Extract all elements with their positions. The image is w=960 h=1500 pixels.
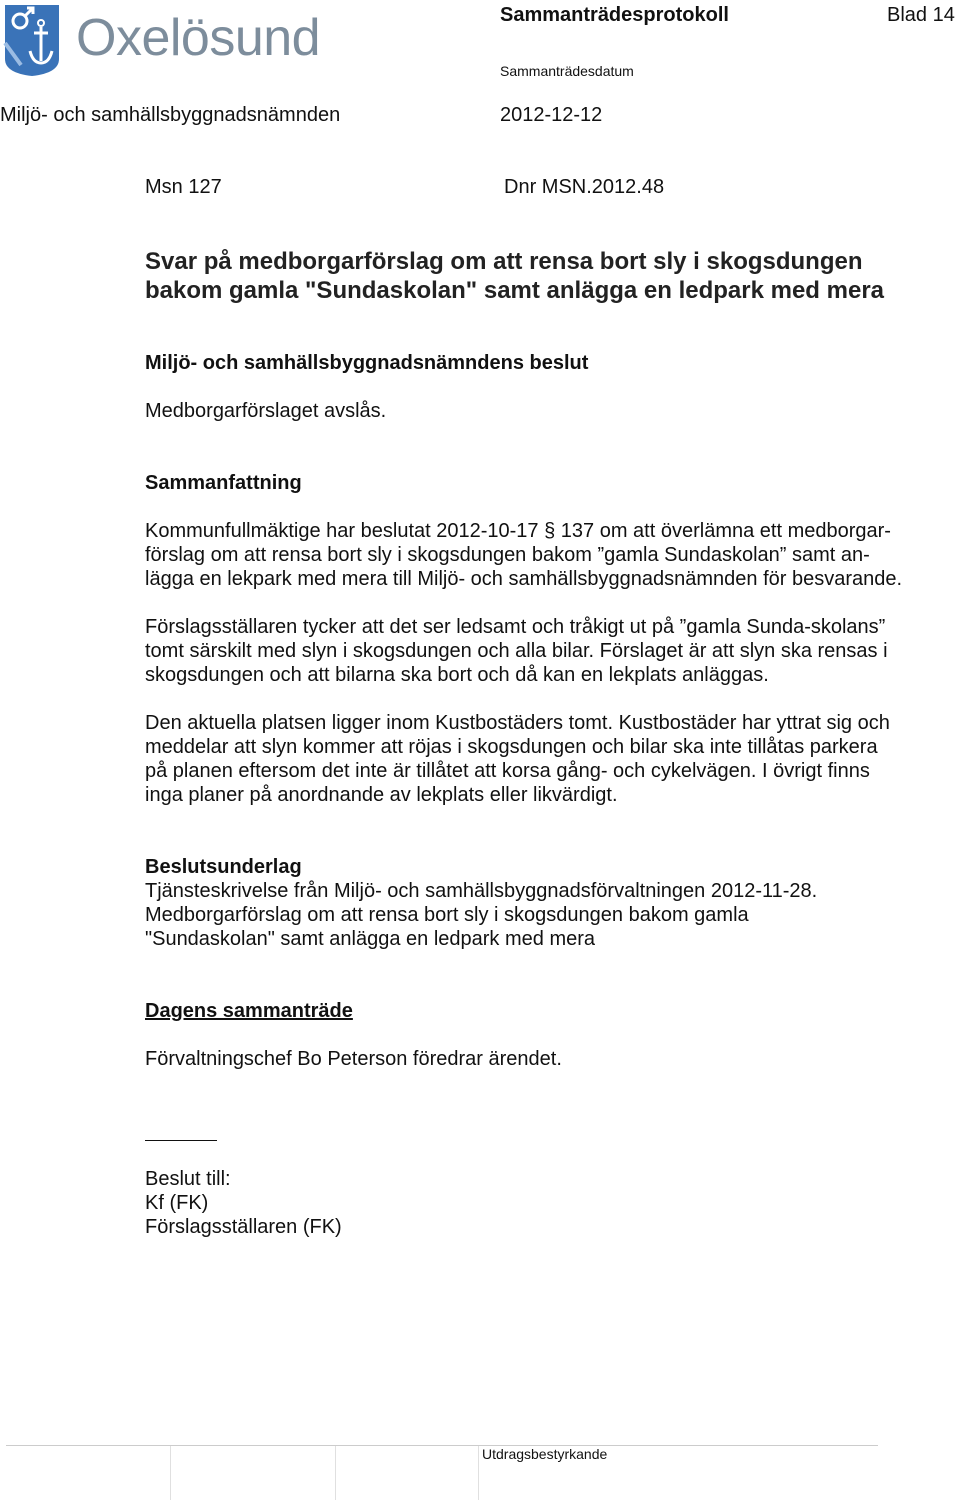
case-reference: Dnr MSN.2012.48	[504, 176, 665, 198]
page-label: Blad 14	[887, 4, 955, 26]
summary-p3-line-4: inga planer på anordnande av lekplats eller likvärdigt.	[145, 784, 618, 806]
case-number: Msn 127	[145, 176, 222, 198]
meeting-text: Förvaltningschef Bo Peterson föredrar ärendet.	[145, 1048, 562, 1070]
decision-heading: Miljö- och samhällsbyggnadsnämndens beslut	[145, 352, 589, 374]
decision-text: Medborgarförslaget avslås.	[145, 400, 387, 422]
basis-line-3: "Sundaskolan" samt anlägga en ledpark med mera	[145, 928, 596, 950]
summary-p1-line-1: Kommunfullmäktige har beslutat 2012-10-17 § 137 om att överlämna ett medborgar-	[145, 520, 891, 542]
distribution-line-1: Beslut till:	[145, 1168, 231, 1190]
summary-p3-line-1: Den aktuella platsen ligger inom Kustbostäders tomt. Kustbostäder har yttrat sig och	[145, 712, 890, 734]
basis-line-2: Medborgarförslag om att rensa bort sly i skogsdungen bakom gamla	[145, 904, 749, 926]
municipality-crest-icon	[3, 3, 61, 77]
logo-wordmark: Oxelösund	[76, 9, 321, 67]
footer-divider	[170, 1446, 171, 1500]
summary-p2-line-3: skogsdungen och att bilarna ska bort och då kan en lekplats anläggas.	[145, 664, 769, 686]
committee-name: Miljö- och samhällsbyggnadsnämnden	[0, 104, 341, 126]
meeting-heading: Dagens sammanträde	[145, 1000, 353, 1022]
page-title-line-2: bakom gamla "Sundaskolan" samt anlägga en ledpark med mera	[145, 277, 885, 304]
summary-p1-line-3: lägga en lekpark med mera till Miljö- och samhällsbyggnadsnämnden för besvarande.	[145, 568, 903, 590]
separator-rule	[145, 1140, 217, 1141]
meeting-date: 2012-12-12	[500, 104, 603, 126]
summary-p2-line-2: tomt särskilt med slyn i skogsdungen och alla bilar. Förslaget är att slyn ska rensas i	[145, 640, 888, 662]
summary-p2-line-1: Förslagsställaren tycker att det ser ledsamt och tråkigt ut på ”gamla Sunda-skolans”	[145, 616, 886, 638]
summary-p3-line-2: meddelar att slyn kommer att röjas i skogsdungen och bilar ska inte tillåtas parkera	[145, 736, 878, 758]
summary-p3-line-3: på planen eftersom det inte är tillåtet att korsa gång- och cykelvägen. I övrigt finns	[145, 760, 870, 782]
summary-p1-line-2: förslag om att rensa bort sly i skogsdungen bakom ”gamla Sundaskolan” samt an-	[145, 544, 870, 566]
footer-attestation-label: Utdragsbestyrkande	[482, 1446, 608, 1462]
footer-divider	[478, 1446, 479, 1500]
distribution-line-2: Kf (FK)	[145, 1192, 209, 1214]
page-title-line-1: Svar på medborgarförslag om att rensa bort sly i skogsdungen	[145, 248, 863, 275]
distribution-line-3: Förslagsställaren (FK)	[145, 1216, 342, 1238]
date-caption: Sammanträdesdatum	[500, 63, 634, 79]
basis-heading: Beslutsunderlag	[145, 856, 302, 878]
basis-line-1: Tjänsteskrivelse från Miljö- och samhällsbyggnadsförvaltningen 2012-11-28.	[145, 880, 818, 902]
footer-rule	[6, 1445, 878, 1446]
document-type: Sammanträdesprotokoll	[500, 4, 729, 26]
summary-heading: Sammanfattning	[145, 472, 302, 494]
footer-divider	[335, 1446, 336, 1500]
